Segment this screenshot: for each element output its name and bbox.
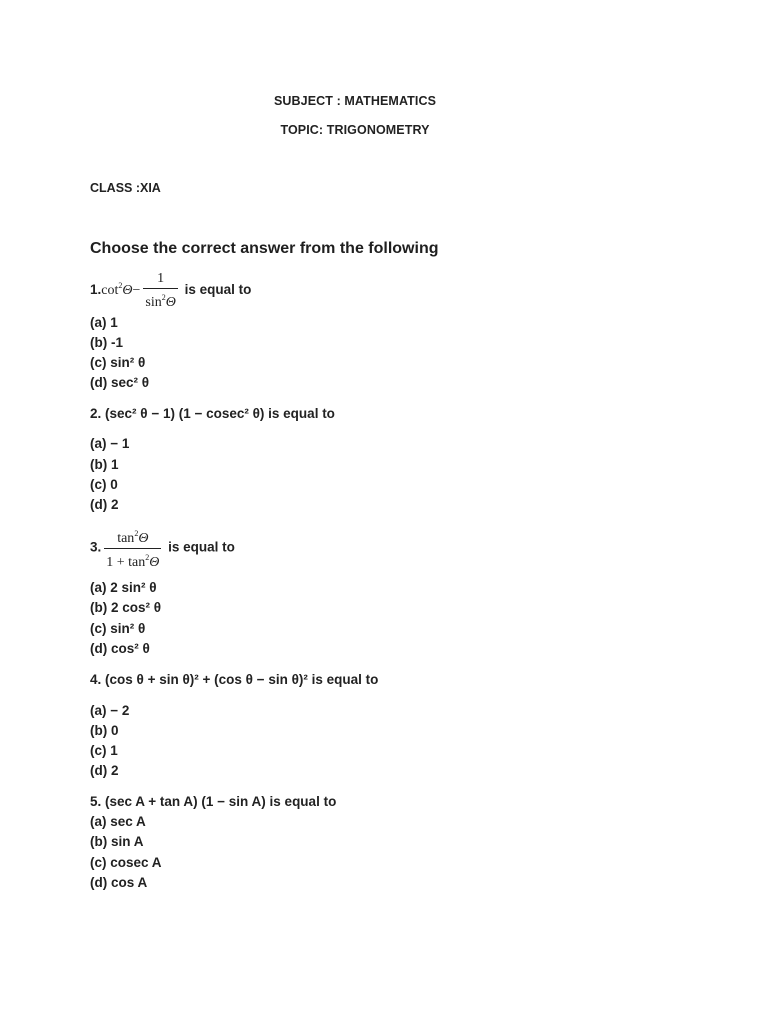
question-1-expression — [101, 271, 181, 310]
q5-option-c: (c) cosec A — [90, 855, 162, 870]
question-1-number: 1. — [90, 282, 102, 298]
q3-fraction-numerator — [104, 526, 161, 549]
q1-option-d: (d) sec² θ — [90, 375, 150, 390]
q5-option-a: (a) sec A — [90, 814, 146, 829]
question-1 — [90, 271, 251, 311]
question-3-expression — [101, 529, 164, 570]
q3-den-theta: Θ — [149, 555, 160, 570]
q3-tan-exponent: 2 — [134, 529, 139, 538]
q4-option-b: (b) 0 — [90, 723, 119, 738]
instruction-heading: Choose the correct answer from the following — [90, 240, 439, 257]
q1-option-a: (a) 1 — [90, 315, 118, 330]
q1-theta: Θ — [122, 283, 133, 299]
q3-tan: tan — [117, 531, 135, 546]
question-2: 2. (sec² θ − 1) (1 − cosec² θ) is equal to — [90, 406, 335, 421]
class-label: CLASS :XIA — [90, 181, 161, 195]
q1-fraction-numerator: 1 — [143, 271, 177, 289]
q2-option-c: (c) 0 — [90, 477, 118, 492]
q1-sin-exponent: 2 — [161, 293, 166, 302]
q1-fraction — [143, 271, 177, 311]
q1-option-c: (c) sin² θ — [90, 355, 146, 370]
q3-option-a: (a) 2 sin² θ — [90, 580, 157, 595]
q1-minus: − — [132, 283, 141, 299]
q3-fraction — [104, 526, 161, 571]
q4-option-d: (d) 2 — [90, 763, 119, 778]
question-3-suffix: is equal to — [168, 539, 235, 555]
q1-cot: cot — [101, 283, 119, 299]
q3-den-exponent: 2 — [145, 553, 150, 562]
q2-option-b: (b) 1 — [90, 457, 119, 472]
question-4: 4. (cos θ + sin θ)² + (cos θ − sin θ)² is equal to — [90, 672, 379, 687]
q1-den-theta: Θ — [165, 295, 176, 310]
q5-option-d: (d) cos A — [90, 875, 148, 890]
question-3-number: 3. — [90, 539, 102, 555]
q3-fraction-denominator — [104, 549, 161, 571]
q1-cot-exponent: 2 — [118, 281, 123, 291]
question-5: 5. (sec A + tan A) (1 − sin A) is equal to — [90, 794, 337, 809]
q3-option-b: (b) 2 cos² θ — [90, 600, 162, 615]
question-3 — [90, 526, 235, 571]
q1-option-b: (b) -1 — [90, 335, 123, 350]
q3-one-plus-tan: 1 + tan — [106, 555, 146, 570]
q2-option-d: (d) 2 — [90, 497, 119, 512]
q1-fraction-denominator — [143, 289, 177, 311]
q4-option-c: (c) 1 — [90, 743, 118, 758]
q1-sin: sin — [145, 295, 162, 310]
q3-theta: Θ — [138, 531, 149, 546]
q5-option-b: (b) sin A — [90, 834, 144, 849]
subject-heading: SUBJECT : MATHEMATICS — [273, 94, 437, 108]
q2-option-a: (a) − 1 — [90, 436, 130, 451]
question-1-suffix: is equal to — [184, 282, 252, 298]
q4-option-a: (a) − 2 — [90, 703, 130, 718]
q3-option-c: (c) sin² θ — [90, 621, 146, 636]
q3-option-d: (d) cos² θ — [90, 641, 150, 656]
topic-heading: TOPIC: TRIGONOMETRY — [280, 123, 430, 137]
